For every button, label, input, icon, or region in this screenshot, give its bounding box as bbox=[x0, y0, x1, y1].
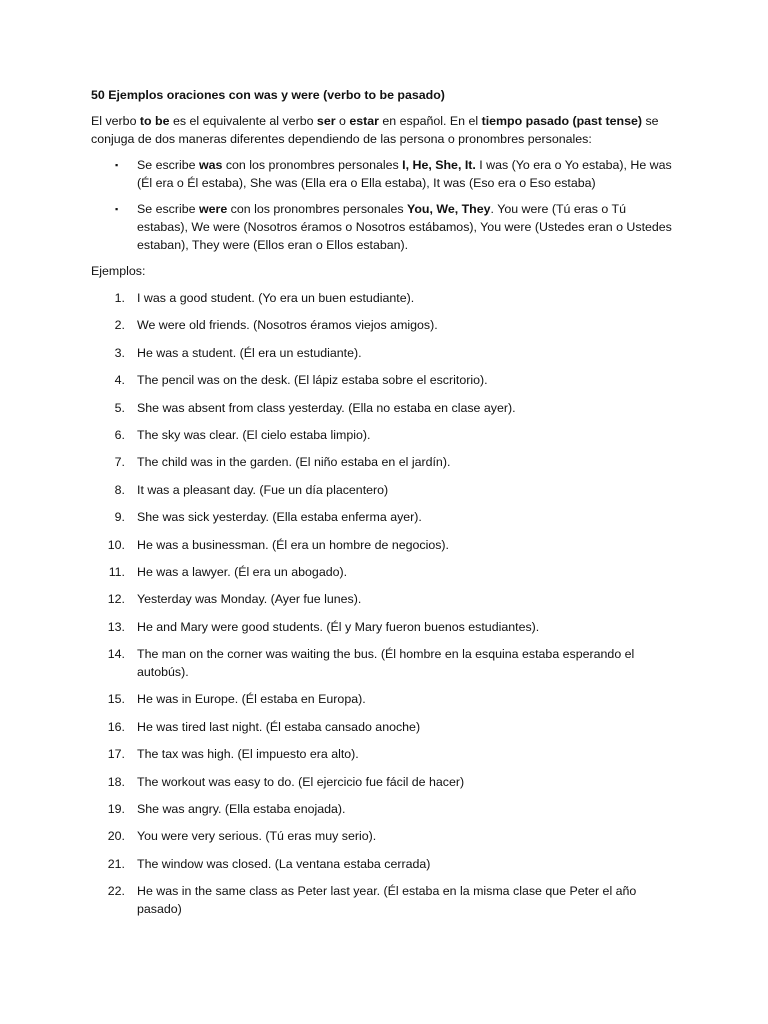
example-item bbox=[91, 855, 676, 873]
example-text: She was sick yesterday. (Ella estaba enferma ayer). bbox=[137, 510, 422, 525]
example-number: 7. bbox=[114, 455, 125, 470]
example-number: 1. bbox=[114, 291, 125, 305]
document-title: 50 Ejemplos oraciones con was y were (verbo to be pasado) bbox=[91, 88, 445, 102]
example-item bbox=[91, 508, 676, 526]
example-item bbox=[91, 827, 676, 845]
example-text: He was in Europe. (Él estaba en Europa). bbox=[137, 692, 366, 707]
example-item bbox=[91, 316, 676, 334]
example-item bbox=[91, 618, 676, 636]
example-text: You were very serious. (Tú eras muy serio). bbox=[137, 829, 377, 844]
document-body bbox=[91, 86, 676, 928]
example-text: It was a pleasant day. (Fue un día placentero) bbox=[137, 482, 389, 497]
examples-list bbox=[91, 289, 676, 918]
bullet-text: con los pronombres personales bbox=[222, 158, 403, 172]
example-number: 8. bbox=[114, 482, 125, 497]
example-text: The sky was clear. (El cielo estaba limpio). bbox=[137, 427, 371, 442]
intro-text: es el equivalente al verbo bbox=[169, 114, 317, 128]
example-number: 2. bbox=[114, 318, 125, 333]
example-text: The tax was high. (El impuesto era alto). bbox=[137, 747, 359, 762]
example-number: 11. bbox=[108, 564, 125, 579]
intro-paragraph bbox=[91, 112, 676, 148]
example-text: The man on the corner was waiting the bus. (Él hombre en la esquina estaba esperando el autobús). bbox=[137, 647, 635, 680]
example-text: The workout was easy to do. (El ejercicio fue fácil de hacer) bbox=[137, 774, 465, 789]
example-number: 6. bbox=[114, 427, 125, 442]
bullet-text: con los pronombres personales bbox=[227, 202, 407, 216]
bullet-pronouns: I, He, She, It. bbox=[402, 158, 476, 172]
example-item bbox=[91, 426, 676, 444]
example-text: He was a student. (Él era un estudiante). bbox=[137, 345, 362, 360]
example-number: 10. bbox=[107, 537, 125, 552]
example-number: 22. bbox=[107, 884, 125, 899]
example-number: 15. bbox=[107, 692, 125, 707]
example-text: We were old friends. (Nosotros éramos viejos amigos). bbox=[137, 318, 438, 333]
example-text: I was a good student. (Yo era un buen estudiante). bbox=[137, 291, 415, 305]
example-text: The pencil was on the desk. (El lápiz estaba sobre el escritorio). bbox=[137, 373, 488, 388]
example-text: He was a lawyer. (Él era un abogado). bbox=[137, 564, 348, 579]
bullet-list bbox=[91, 156, 676, 254]
intro-bold-estar: estar bbox=[349, 114, 379, 128]
example-number: 13. bbox=[107, 619, 125, 634]
bullet-verb: was bbox=[198, 158, 223, 172]
example-number: 20. bbox=[107, 829, 125, 844]
example-text: The child was in the garden. (El niño estaba en el jardín). bbox=[137, 455, 451, 470]
example-text: He was tired last night. (Él estaba cansado anoche) bbox=[137, 719, 421, 734]
example-item bbox=[91, 289, 676, 307]
example-number: 14. bbox=[107, 647, 125, 662]
example-number: 16. bbox=[107, 719, 125, 734]
example-item bbox=[91, 773, 676, 791]
example-text: She was angry. (Ella estaba enojada). bbox=[137, 802, 346, 817]
example-number: 3. bbox=[114, 345, 125, 360]
example-number: 18. bbox=[107, 774, 125, 789]
example-text: He and Mary were good students. (Él y Mary fueron buenos estudiantes). bbox=[137, 619, 540, 634]
intro-bold-past-tense: tiempo pasado (past tense) bbox=[481, 114, 642, 128]
example-text: Yesterday was Monday. (Ayer fue lunes). bbox=[137, 592, 362, 607]
intro-text: o bbox=[335, 114, 350, 128]
examples-label: Ejemplos: bbox=[91, 264, 146, 278]
example-item bbox=[91, 690, 676, 708]
example-number: 17. bbox=[107, 747, 125, 762]
square-bullet-icon: ▪ bbox=[115, 204, 119, 214]
bullet-item-were bbox=[91, 200, 676, 254]
intro-bold-ser: ser bbox=[316, 114, 336, 128]
example-number: 4. bbox=[114, 373, 125, 388]
example-item bbox=[91, 800, 676, 818]
example-number: 5. bbox=[114, 400, 125, 415]
intro-text: El verbo bbox=[91, 114, 140, 128]
example-number: 12. bbox=[107, 592, 125, 607]
bullet-text: Se escribe bbox=[137, 158, 199, 172]
example-number: 21. bbox=[107, 856, 125, 871]
example-item bbox=[91, 718, 676, 736]
example-text: He was a businessman. (Él era un hombre de negocios). bbox=[137, 537, 449, 552]
example-item bbox=[91, 481, 676, 499]
bullet-verb: were bbox=[198, 202, 228, 216]
example-item bbox=[91, 590, 676, 608]
bullet-pronouns: You, We, They bbox=[407, 202, 491, 216]
intro-text: en español. En el bbox=[378, 114, 482, 128]
example-item bbox=[91, 563, 676, 581]
intro-bold-to-be: to be bbox=[139, 114, 170, 128]
bullet-text: . You were (Tú eras o Tú estabas), We were (Nosotros éramos o Nosotros estábamos), You were (Ustedes eran o Ustedes estaban), They were (Ellos eran o Ellos estaban). bbox=[137, 202, 672, 252]
example-text: He was in the same class as Peter last year. (Él estaba en la misma clase que Peter el año pasado) bbox=[137, 884, 637, 917]
example-item bbox=[91, 882, 676, 918]
example-text: The window was closed. (La ventana estaba cerrada) bbox=[137, 856, 431, 871]
example-number: 19. bbox=[107, 802, 125, 817]
example-item bbox=[91, 536, 676, 554]
example-item bbox=[91, 453, 676, 471]
example-item bbox=[91, 399, 676, 417]
example-text: She was absent from class yesterday. (Ella no estaba en clase ayer). bbox=[137, 400, 516, 415]
intro-text: se conjuga de dos maneras diferentes dependiendo de las persona o pronombres personales: bbox=[91, 114, 659, 146]
bullet-text: I was (Yo era o Yo estaba), He was (Él era o Él estaba), She was (Ella era o Ella estaba), It was (Eso era o Eso estaba) bbox=[137, 158, 672, 190]
bullet-item-was bbox=[91, 156, 676, 192]
example-item bbox=[91, 371, 676, 389]
bullet-text: Se escribe bbox=[137, 202, 199, 216]
example-item bbox=[91, 745, 676, 763]
example-item bbox=[91, 344, 676, 362]
example-item bbox=[91, 645, 676, 681]
example-number: 9. bbox=[114, 510, 125, 525]
square-bullet-icon: ▪ bbox=[115, 160, 119, 170]
